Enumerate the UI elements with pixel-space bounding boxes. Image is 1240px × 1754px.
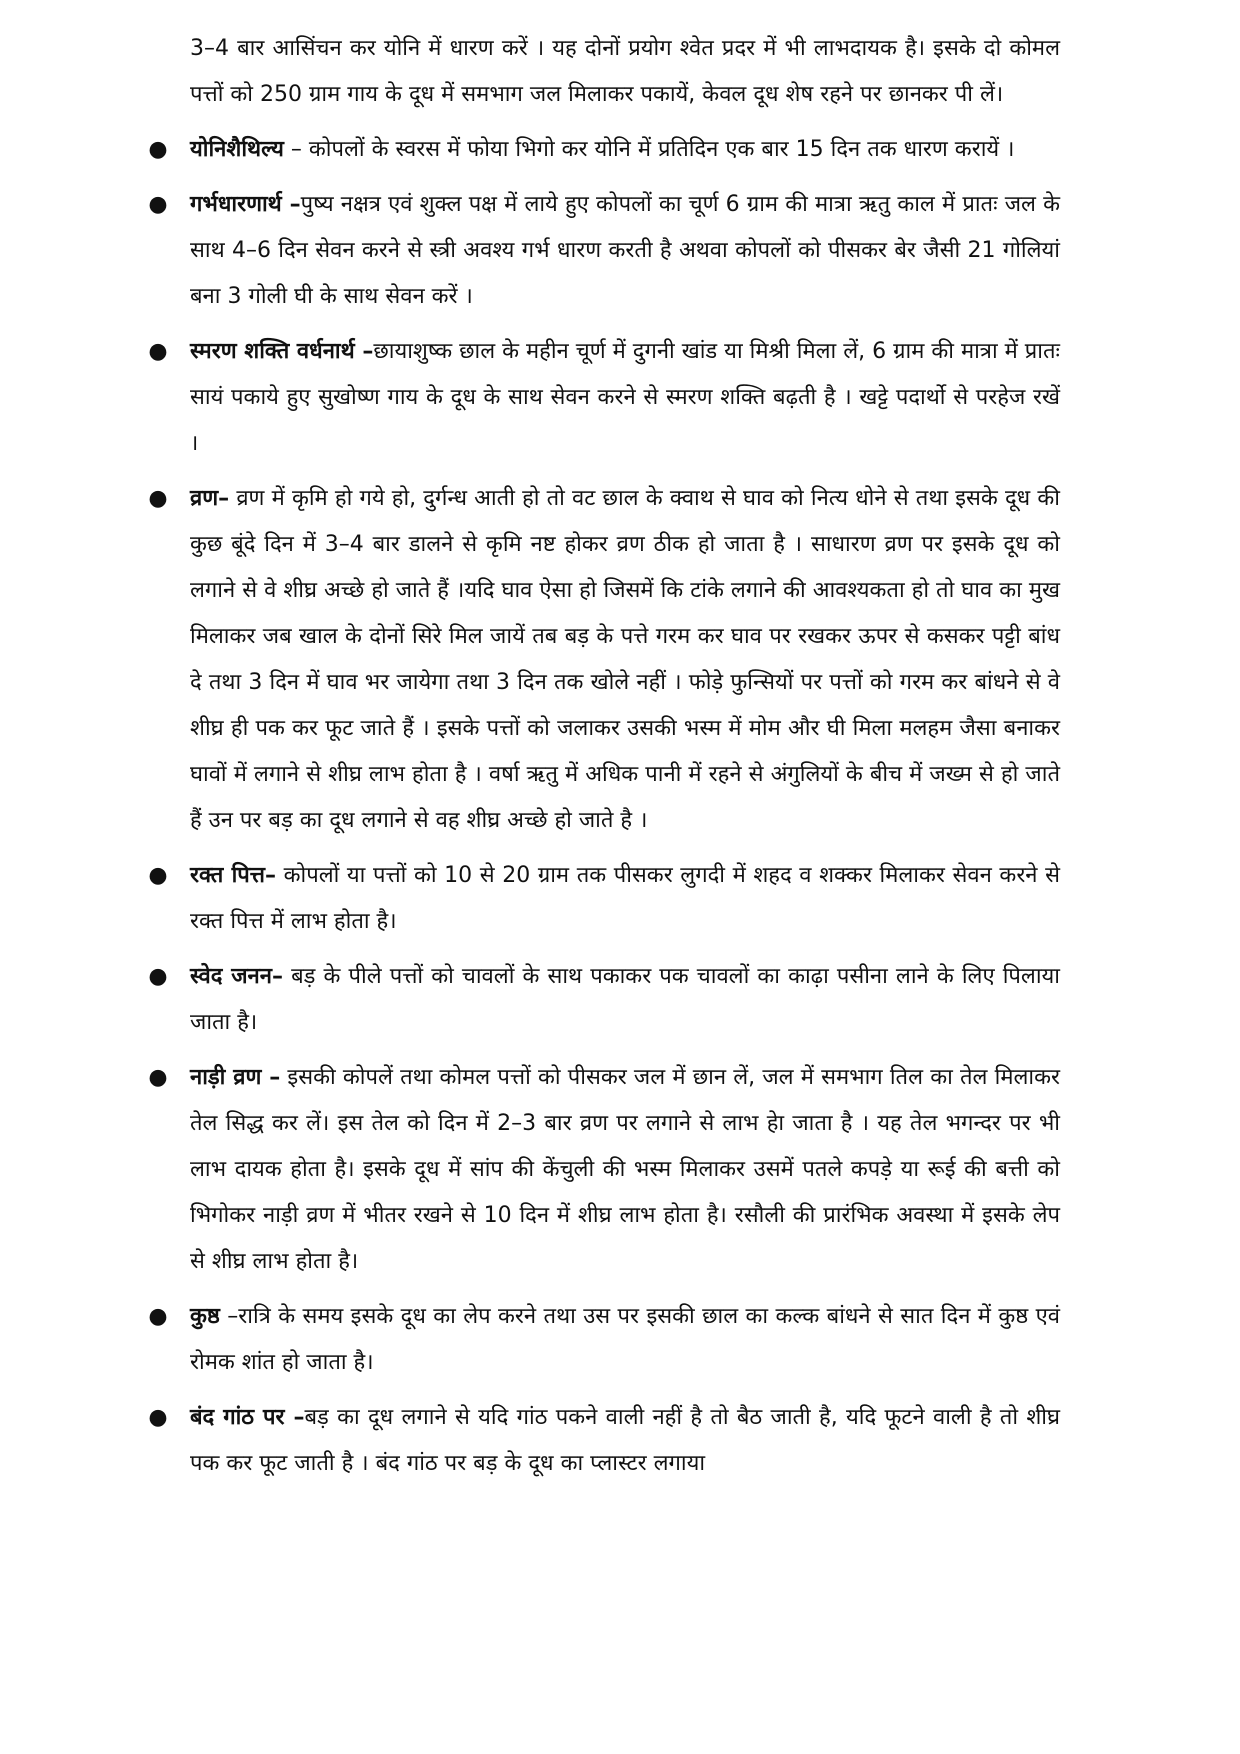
item-heading: योनिशैथिल्य xyxy=(190,137,284,162)
item-text: पुष्य नक्षत्र एवं शुक्ल पक्ष में लाये हुए कोपलों का चूर्ण 6 ग्राम की मात्रा ऋतु काल में प्रातः जल के साथ 4–6 दिन सेवन करने से स्त्री अवश्य गर्भ धारण करती है अथवा कोपलों को पीसकर बेर जैसी 21 गोलियां बना 3 गोली घी के साथ सेवन करें । xyxy=(190,192,1060,309)
item-heading: गर्भधारणार्थ – xyxy=(190,192,301,217)
list-item xyxy=(148,954,1060,1046)
item-text: इसकी कोपलें तथा कोमल पत्तों को पीसकर जल में छान लें, जल में समभाग तिल का तेल मिलाकर तेल सिद्ध कर लें। इस तेल को दिन में 2–3 बार व्रण पर लगाने से लाभ हेा जाता है । यह तेल भगन्दर पर भी लाभ दायक होता है। इसके दूध में सांप की केंचुली की भस्म मिलाकर उसमें पतले कपड़े या रूई की बत्ती को भिगोकर नाड़ी व्रण में भीतर रखने से 10 दिन में शीघ्र लाभ होता है। रसौली की प्रारंभिक अवस्था में इसके लेप से शीघ्र लाभ होता है। xyxy=(190,1065,1060,1274)
list-item xyxy=(148,853,1060,945)
item-heading: रक्त पित्त– xyxy=(190,863,276,888)
item-heading: व्रण– xyxy=(190,486,230,511)
item-heading: स्मरण शक्ति वर्धनार्थ – xyxy=(190,339,374,364)
item-text: –रात्रि के समय इसके दूध का लेप करने तथा उस पर इसकी छाल का कल्क बांधने से सात दिन में कुष्ठ एवं रोमक शांत हो जाता है। xyxy=(190,1304,1060,1375)
bullet-icon: ● xyxy=(148,339,168,364)
item-heading: बंद गांठ पर – xyxy=(190,1405,305,1430)
list-item xyxy=(148,127,1060,173)
bullet-icon: ● xyxy=(148,863,168,888)
bullet-icon: ● xyxy=(148,964,168,989)
item-heading: नाड़ी व्रण – xyxy=(190,1065,281,1090)
intro-paragraph: 3–4 बार आसिंचन कर योनि में धारण करें । यह दोनों प्रयोग श्वेत प्रदर में भी लाभदायक है। इसके दो कोमल पत्तों को 250 ग्राम गाय के दूध में समभाग जल मिलाकर पकायें, केवल दूध शेष रहने पर छानकर पी लें। xyxy=(190,36,1060,107)
item-text: बड़ के पीले पत्तों को चावलों के साथ पकाकर पक चावलों का काढ़ा पसीना लाने के लिए पिलाया जाता है। xyxy=(190,964,1060,1035)
bullet-icon: ● xyxy=(148,192,168,217)
bullet-icon: ● xyxy=(148,1405,168,1430)
list-item xyxy=(148,1055,1060,1285)
item-text: छायाशुष्क छाल के महीन चूर्ण में दुगनी खांड या मिश्री मिला लें, 6 ग्राम की मात्रा में प्रातः सायं पकाये हुए सुखोष्ण गाय के दूध के साथ सेवन करने से स्मरण शक्ति बढ़ती है । खट्टे पदार्थो से परहेज रखें । xyxy=(190,339,1060,456)
bullet-icon: ● xyxy=(148,486,168,511)
item-text: कोपलों या पत्तों को 10 से 20 ग्राम तक पीसकर लुगदी में शहद व शक्कर मिलाकर सेवन करने से रक्त पित्त में लाभ होता है। xyxy=(190,863,1060,934)
item-text: बड़ का दूध लगाने से यदि गांठ पकने वाली नहीं है तो बैठ जाती है, यदि फूटने वाली है तो शीघ्र पक कर फूट जाती है । बंद गांठ पर बड़ के दूध का प्लास्टर लगाया xyxy=(190,1405,1060,1476)
item-heading: स्वेद जनन– xyxy=(190,964,283,989)
list-item xyxy=(148,1294,1060,1386)
item-text: – कोपलों के स्वरस में फोया भिगो कर योनि में प्रतिदिन एक बार 15 दिन तक धारण करायें । xyxy=(283,137,1015,162)
list-item xyxy=(148,476,1060,844)
bullet-icon: ● xyxy=(148,1304,168,1329)
list-item xyxy=(148,1395,1060,1487)
remedy-list xyxy=(148,127,1060,1487)
item-text: व्रण में कृमि हो गये हो, दुर्गन्ध आती हो तो वट छाल के क्वाथ से घाव को नित्य धोने से तथा इसके दूध की कुछ बूंदे दिन में 3–4 बार डालने से कृमि नष्ट होकर व्रण ठीक हो जाता है । साधारण व्रण पर इसके दूध को लगाने से वे शीघ्र अच्छे हो जाते हैं ।यदि घाव ऐसा हो जिसमें कि टांके लगाने की आवश्यकता हो तो घाव का मुख मिलाकर जब खाल के दोनों सिरे मिल जायें तब बड़ के पत्ते गरम कर घाव पर रखकर ऊपर से कसकर पट्टी बांध दे तथा 3 दिन में घाव भर जायेगा तथा 3 दिन तक खोले नहीं । फोड़े फुन्सियों पर पत्तों को गरम कर बांधने से वे शीघ्र ही पक कर फूट जाते हैं । इसके पत्तों को जलाकर उसकी भस्म में मोम और घी मिला मलहम जैसा बनाकर घावों में लगाने से शीघ्र लाभ होता है । वर्षा ऋतु में अधिक पानी में रहने से अंगुलियों के बीच में जख्म से हो जाते हैं उन पर बड़ का दूध लगाने से वह शीघ्र अच्छे हो जाते है । xyxy=(190,486,1060,833)
bullet-icon: ● xyxy=(148,137,168,162)
list-item xyxy=(148,182,1060,320)
list-item xyxy=(148,329,1060,467)
bullet-icon: ● xyxy=(148,1065,168,1090)
item-heading: कुष्ठ xyxy=(190,1304,220,1329)
